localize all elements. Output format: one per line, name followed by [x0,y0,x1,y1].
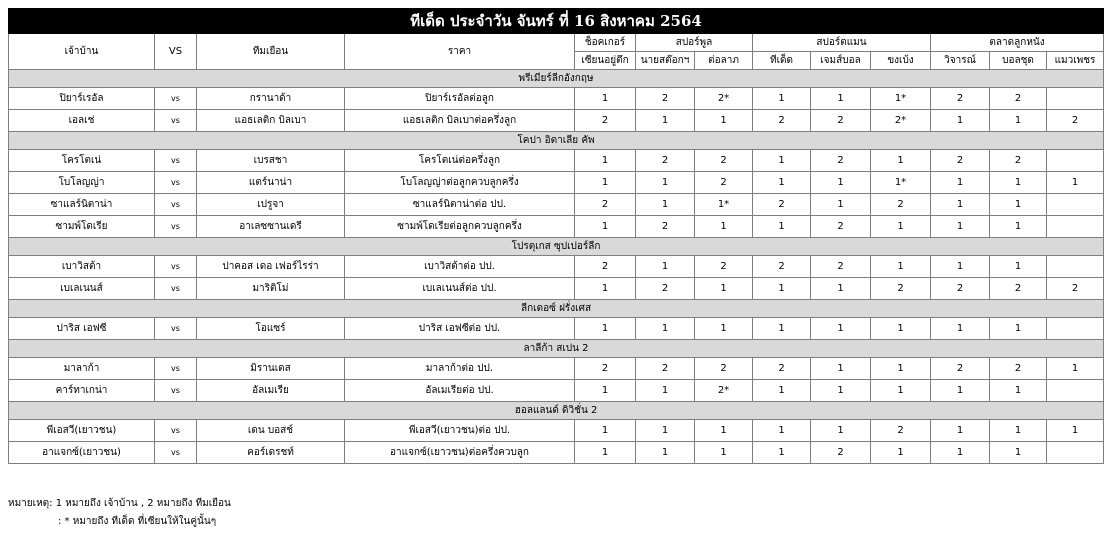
tip-pick: 1 [990,420,1047,442]
vs-label: vs [155,318,197,340]
league-row [9,340,1104,358]
tip-pick: 1 [575,380,636,402]
away-team: แตร์นาน่า [197,172,345,194]
vs-label: vs [155,256,197,278]
tip-pick: 1 [575,420,636,442]
header-home: เจ้าบ้าน [9,34,155,70]
header-sub-tipster: ขงเบ้ง [871,52,931,70]
header-price: ราคา [345,34,575,70]
tip-pick: 1 [811,194,871,216]
away-team: มิรานเดส [197,358,345,380]
away-team: คอร์เดรชท์ [197,442,345,464]
away-team: กรานาด้า [197,88,345,110]
tip-pick: 2 [811,110,871,132]
tip-pick: 2 [575,110,636,132]
tip-pick: 1 [695,216,753,238]
note-star: : * หมายถึง ทีเด็ด ที่เซียนให้ในคู่นั้นๆ [58,516,217,527]
price-odds: โครโตเน่ต่อครึ่งลูก [345,150,575,172]
tip-pick: 1 [1047,420,1104,442]
league-row [9,238,1104,256]
tip-pick: 2* [695,88,753,110]
vs-label: vs [155,150,197,172]
tip-pick: 1 [575,88,636,110]
vs-label: vs [155,278,197,300]
price-odds: แอธเลติก บิลเบาต่อครึ่งลูก [345,110,575,132]
tip-pick: 2 [871,194,931,216]
tip-pick: 1 [990,380,1047,402]
tip-pick: 1 [811,172,871,194]
tip-pick: 1 [636,380,695,402]
header-sub-tipster: ทีเด็ด [753,52,811,70]
league-row [9,132,1104,150]
vs-label: vs [155,358,197,380]
league-name: ฮอลแลนด์ ดิวิชั่น 2 [9,402,1104,420]
tip-pick: 2 [931,150,990,172]
price-odds: ปิยาร์เรอัลต่อลูก [345,88,575,110]
tip-pick: 2 [695,358,753,380]
away-team: เปรูจา [197,194,345,216]
tip-pick: 1 [811,88,871,110]
tip-pick: 1 [990,216,1047,238]
tip-pick: 1 [636,420,695,442]
match-row [9,318,1104,340]
tip-pick: 1 [636,442,695,464]
home-team: เบเลเนนส์ [9,278,155,300]
header-sub-tipster: ต่อลาภ [695,52,753,70]
vs-label: vs [155,442,197,464]
header-sub-tipster: นายสต๊อกฯ [636,52,695,70]
tip-pick: 1 [990,194,1047,216]
league-name: โปรตุเกส ซุปเปอร์ลีก [9,238,1104,256]
vs-label: vs [155,172,197,194]
price-odds: อาแจกซ์(เยาวชน)ต่อครึ่งควบลูก [345,442,575,464]
tip-pick: 1 [575,216,636,238]
tip-pick: 2 [636,88,695,110]
tip-pick: 2 [695,150,753,172]
tip-pick [1047,150,1104,172]
match-row [9,172,1104,194]
vs-label: vs [155,380,197,402]
vs-label: vs [155,110,197,132]
tip-pick: 1 [990,442,1047,464]
match-row [9,278,1104,300]
header-sub-tipster: บอลชุด [990,52,1047,70]
header-group-market: ตลาดลูกหนัง [931,34,1104,52]
match-row [9,110,1104,132]
tip-pick [1047,88,1104,110]
tip-pick [1047,256,1104,278]
header-group-shocker: ช็อคเกอร์ [575,34,636,52]
match-row [9,216,1104,238]
tip-pick: 2 [990,358,1047,380]
tip-pick: 1 [753,150,811,172]
tip-pick: 2* [695,380,753,402]
tip-pick: 2 [636,358,695,380]
home-team: พีเอสวี(เยาวชน) [9,420,155,442]
tip-pick: 1 [811,318,871,340]
tip-pick: 1 [1047,358,1104,380]
tip-pick: 1 [871,256,931,278]
tip-pick: 1 [753,318,811,340]
tip-pick: 1 [811,380,871,402]
league-name: พรีเมียร์ลีกอังกฤษ [9,70,1104,88]
tip-pick: 1 [931,216,990,238]
tip-pick: 2 [575,194,636,216]
tip-pick: 1 [575,278,636,300]
tip-pick: 1 [636,172,695,194]
league-row [9,300,1104,318]
away-team: เดน บอสช์ [197,420,345,442]
tip-pick: 1 [871,150,931,172]
tip-pick: 1 [695,110,753,132]
tip-pick: 1 [990,110,1047,132]
league-name: ลาลีก้า สเปน 2 [9,340,1104,358]
league-row [9,70,1104,88]
tip-pick: 1 [695,442,753,464]
tip-pick: 1 [871,442,931,464]
tip-pick: 2 [753,194,811,216]
note-legend: หมายเหตุ: 1 หมายถึง เจ้าบ้าน , 2 หมายถึง ทีมเยือน [8,498,231,509]
tip-pick: 1 [931,194,990,216]
tip-pick: 2 [811,256,871,278]
tip-pick: 1* [695,194,753,216]
price-odds: มาลาก้าต่อ ปป. [345,358,575,380]
tip-pick: 1 [753,88,811,110]
match-row [9,358,1104,380]
tip-pick: 1 [753,420,811,442]
header-sub-tipster: เซียนอยู่ตึก [575,52,636,70]
tip-pick: 1 [753,380,811,402]
match-row [9,442,1104,464]
page-title: ทีเด็ด ประจำวัน จันทร์ ที่ 16 สิงหาคม 2564 [9,9,1104,34]
home-team: ปาริส เอฟซี [9,318,155,340]
price-odds: ปาริส เอฟซีต่อ ปป. [345,318,575,340]
tip-pick: 1 [695,278,753,300]
tip-pick: 1 [695,318,753,340]
tip-pick: 1 [931,110,990,132]
home-team: มาลาก้า [9,358,155,380]
tip-pick [1047,442,1104,464]
home-team: ปิยาร์เรอัล [9,88,155,110]
tip-pick: 1 [575,172,636,194]
tip-pick: 2 [695,172,753,194]
tip-pick: 2 [636,216,695,238]
tip-pick: 2 [575,358,636,380]
tip-pick: 1 [636,194,695,216]
header-sub-tipster: เจมส์บอล [811,52,871,70]
tip-pick: 2 [931,278,990,300]
tips-table [8,8,1104,464]
tip-pick: 2 [811,150,871,172]
home-team: โครโตเน่ [9,150,155,172]
home-team: ซาแลร์นิตาน่า [9,194,155,216]
tip-pick: 2 [753,256,811,278]
away-team: อาเลซซานเดรี [197,216,345,238]
away-team: เบรสชา [197,150,345,172]
tip-pick: 1 [871,358,931,380]
tip-pick: 1 [811,358,871,380]
tip-pick: 2* [871,110,931,132]
tip-pick: 1 [575,442,636,464]
home-team: โบโลญญ่า [9,172,155,194]
tip-pick [1047,216,1104,238]
tip-pick: 2 [575,256,636,278]
league-name: ลีกเดอซ์ ฝรั่งเศส [9,300,1104,318]
price-odds: ซาแลร์นิตาน่าต่อ ปป. [345,194,575,216]
tip-pick: 1* [871,88,931,110]
tip-pick: 1 [636,110,695,132]
header-away: ทีมเยือน [197,34,345,70]
tip-pick: 2 [871,420,931,442]
tip-pick: 1 [990,256,1047,278]
tip-pick: 1 [753,172,811,194]
tip-pick: 1 [753,216,811,238]
tip-pick: 1 [753,278,811,300]
vs-label: vs [155,420,197,442]
tips-sheet [8,8,1103,464]
tip-pick: 1 [931,256,990,278]
tip-pick: 2 [636,150,695,172]
vs-label: vs [155,194,197,216]
tip-pick: 1 [753,442,811,464]
tip-pick: 1 [636,256,695,278]
tip-pick: 1 [871,318,931,340]
tip-pick: 1 [575,150,636,172]
match-row [9,194,1104,216]
tip-pick: 1 [871,216,931,238]
price-odds: อัลเมเรียต่อ ปป. [345,380,575,402]
away-team: มาริติโม่ [197,278,345,300]
tip-pick: 2 [753,110,811,132]
tip-pick [1047,380,1104,402]
home-team: คาร์ทาเกน่า [9,380,155,402]
tip-pick: 2 [811,442,871,464]
notes [8,495,231,531]
league-name: โคปา อิตาเลีย คัพ [9,132,1104,150]
match-row [9,88,1104,110]
tip-pick: 1 [1047,172,1104,194]
price-odds: เบเลเนนส์ต่อ ปป. [345,278,575,300]
tip-pick: 1 [931,420,990,442]
tip-pick: 1 [931,380,990,402]
away-team: แอธเลติก บิลเบา [197,110,345,132]
vs-label: vs [155,216,197,238]
price-odds: พีเอสวี(เยาวชน)ต่อ ปป. [345,420,575,442]
tip-pick: 2 [753,358,811,380]
tip-pick: 1 [931,442,990,464]
match-row [9,256,1104,278]
header-sub-tipster: แมวเพชร [1047,52,1104,70]
league-row [9,402,1104,420]
tip-pick: 1 [636,318,695,340]
away-team: อัลเมเรีย [197,380,345,402]
price-odds: เบาวิสต้าต่อ ปป. [345,256,575,278]
tip-pick: 1 [931,318,990,340]
tip-pick: 2 [990,150,1047,172]
vs-label: vs [155,88,197,110]
away-team: โอแซร์ [197,318,345,340]
tip-pick: 1 [575,318,636,340]
header-group-sportsman: สปอร์ตแมน [753,34,931,52]
tip-pick: 2 [931,88,990,110]
tip-pick: 1 [871,380,931,402]
tip-pick: 2 [695,256,753,278]
tip-pick: 2 [811,216,871,238]
match-row [9,150,1104,172]
tip-pick [1047,194,1104,216]
tip-pick: 1 [695,420,753,442]
header-sub-tipster: วิจารณ์ [931,52,990,70]
tip-pick [1047,318,1104,340]
match-row [9,420,1104,442]
tip-pick: 1 [811,278,871,300]
header-group-sporpool: สปอร์พูล [636,34,753,52]
price-odds: โบโลญญ่าต่อลูกควบลูกครึ่ง [345,172,575,194]
tip-pick: 2 [931,358,990,380]
price-odds: ซามพ์โดเรียต่อลูกควบลูกครึ่ง [345,216,575,238]
away-team: ปาคอส เดอ เฟอร์ไรร่า [197,256,345,278]
home-team: อาแจกซ์(เยาวชน) [9,442,155,464]
tip-pick: 1 [990,318,1047,340]
header-vs: VS [155,34,197,70]
home-team: ซามพ์โดเรีย [9,216,155,238]
match-row [9,380,1104,402]
tip-pick: 2 [990,278,1047,300]
tip-pick: 2 [636,278,695,300]
tip-pick: 1 [990,172,1047,194]
tip-pick: 1* [871,172,931,194]
tip-pick: 2 [1047,110,1104,132]
home-team: เอลเช่ [9,110,155,132]
tip-pick: 2 [1047,278,1104,300]
tip-pick: 1 [811,420,871,442]
tip-pick: 1 [931,172,990,194]
home-team: เบาวิสต้า [9,256,155,278]
tip-pick: 2 [990,88,1047,110]
tip-pick: 2 [871,278,931,300]
